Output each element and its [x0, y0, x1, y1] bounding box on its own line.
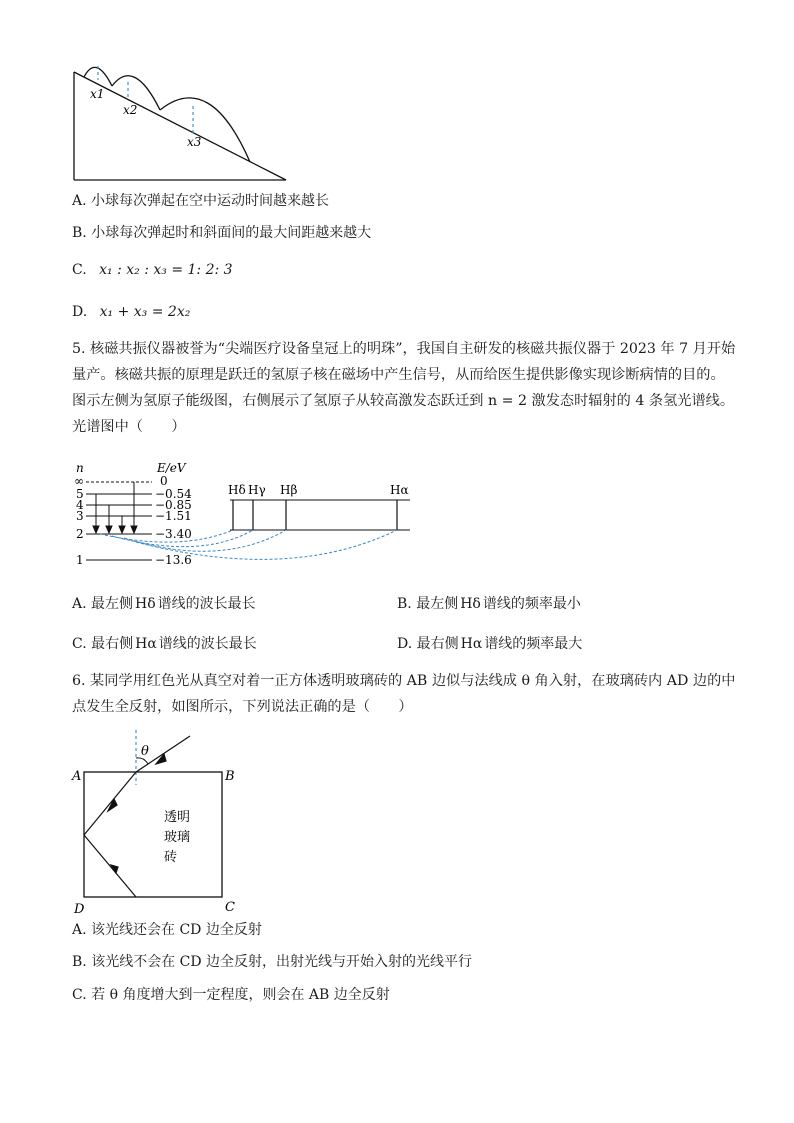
- q4-option-c-math: x₁ : x₂ : x₃ = 1: 2: 3: [99, 262, 233, 278]
- level-e-1: −13.6: [155, 553, 192, 567]
- q5-stem-line-4: 光谱图中（ ）: [72, 419, 186, 435]
- level-n-2: 2: [76, 527, 84, 541]
- q5-option-a-pre: A. 最左侧: [72, 596, 134, 612]
- q4-option-b[interactable]: B. 小球每次弹起时和斜面间的最大间距越来越大: [72, 225, 372, 241]
- q5-stem-line-3: 图示左侧为氢原子能级图，右侧展示了氢原子从较高激发态跃迁到 n = 2 激发态时辐射的 4 条氢光谱线。: [72, 393, 735, 409]
- q5-option-b-pre: B. 最左侧: [397, 596, 459, 612]
- transition-arrowhead-5: [93, 526, 99, 533]
- level-e-4: −0.85: [155, 498, 192, 512]
- incline-bounce-figure: [60, 60, 300, 185]
- level-e-2: −3.40: [155, 527, 192, 541]
- q6-stem-line-1: 6. 某同学用红色光从真空对着一正方体透明玻璃砖的 AB 边似与法线成 θ 角入射，在玻璃砖内 AD 边的中: [72, 673, 736, 689]
- q5-option-c[interactable]: [72, 634, 257, 654]
- q5-option-c-symbol: Hα: [135, 636, 157, 652]
- q4-option-c[interactable]: [72, 260, 233, 280]
- glass-block: [84, 772, 222, 897]
- reflected-ray: [84, 835, 136, 897]
- q4-option-d-prefix: D.: [72, 304, 88, 320]
- energy-level-spectrum-figure: [70, 460, 420, 575]
- level-n-3: 3: [76, 509, 84, 523]
- axis-n-label: n: [76, 461, 84, 475]
- level-n-4: 4: [76, 498, 84, 512]
- q4-option-c-prefix: C.: [72, 262, 87, 278]
- level-e-inf: 0: [160, 474, 168, 488]
- q4-option-d-math: x₁ + x₃ = 2x₂: [99, 304, 191, 320]
- transition-arrowhead-inf: [131, 526, 137, 533]
- corner-a-label: A: [72, 769, 82, 784]
- corner-b-label: B: [225, 769, 235, 784]
- q5-option-c-post: 谱线的波长最长: [158, 636, 257, 652]
- glass-label-line-3: 砖: [164, 850, 178, 865]
- glass-label-line-2: 玻璃: [164, 830, 191, 845]
- q6-option-c[interactable]: C. 若 θ 角度增大到一定程度，则会在 AB 边全反射: [72, 987, 390, 1003]
- x2-label: x2: [123, 103, 138, 117]
- bounce-arc-1: [84, 67, 112, 86]
- incline-slope: [74, 72, 286, 180]
- glass-label-line-1: 透明: [164, 810, 191, 825]
- q5-option-d[interactable]: [397, 634, 582, 654]
- spectrum-label-hgamma: Hγ: [248, 483, 266, 497]
- q4-option-d[interactable]: [72, 302, 190, 322]
- q5-option-a-symbol: Hδ: [135, 596, 156, 612]
- q5-option-a[interactable]: [72, 594, 256, 614]
- q5-stem-line-1: 5. 核磁共振仪器被誉为“尖端医疗设备皇冠上的明珠”，我国自主研发的核磁共振仪器于 2023 年 7 月开始: [72, 341, 736, 357]
- x3-label: x3: [187, 135, 202, 149]
- theta-label: θ: [141, 744, 149, 759]
- q5-option-d-post: 谱线的频率最大: [484, 636, 583, 652]
- spectrum-label-halpha: Hα: [390, 483, 409, 497]
- level-e-5: −0.54: [155, 487, 192, 501]
- bounce-arc-3: [160, 98, 250, 162]
- q5-stem: [72, 336, 735, 440]
- q6-stem-line-2: 点发生全反射，如图所示，下列说法正确的是（ ）: [72, 699, 413, 715]
- spectrum-label-hbeta: Hβ: [280, 483, 298, 497]
- q5-option-d-pre: D. 最右侧: [397, 636, 459, 652]
- q6-option-b[interactable]: B. 该光线不会在 CD 边全反射，出射光线与开始入射的光线平行: [72, 954, 473, 970]
- axis-e-label: E/eV: [157, 461, 186, 475]
- q5-option-b-symbol: Hδ: [460, 596, 481, 612]
- transition-arrowhead-4: [106, 526, 112, 533]
- refracted-ray: [84, 772, 136, 835]
- q4-option-a[interactable]: A. 小球每次弹起在空中运动时间越来越长: [72, 193, 330, 209]
- corner-c-label: C: [225, 900, 235, 915]
- q6-stem: [72, 668, 735, 720]
- q5-option-b[interactable]: [397, 594, 581, 614]
- level-n-5: 5: [76, 487, 84, 501]
- transition-arrowhead-3: [119, 526, 125, 533]
- corner-d-label: D: [74, 902, 85, 917]
- link-hbeta: [124, 530, 286, 551]
- q5-option-c-pre: C. 最右侧: [72, 636, 134, 652]
- glass-block-figure: [70, 725, 250, 920]
- x1-label: x1: [90, 87, 105, 101]
- q6-option-a[interactable]: A. 该光线还会在 CD 边全反射: [72, 922, 262, 938]
- spectrum-label-hdelta: Hδ: [228, 483, 246, 497]
- level-n-1: 1: [76, 553, 84, 567]
- q5-option-a-post: 谱线的波长最长: [157, 596, 256, 612]
- q5-option-d-symbol: Hα: [460, 636, 483, 652]
- level-e-3: −1.51: [155, 509, 192, 523]
- q5-option-b-post: 谱线的频率最小: [482, 596, 581, 612]
- q5-stem-line-2: 量产。核磁共振的原理是跃迁的氢原子核在磁场中产生信号，从而给医生提供影像实现诊断病情的目的。: [72, 367, 725, 383]
- level-n-inf: ∞: [74, 474, 84, 488]
